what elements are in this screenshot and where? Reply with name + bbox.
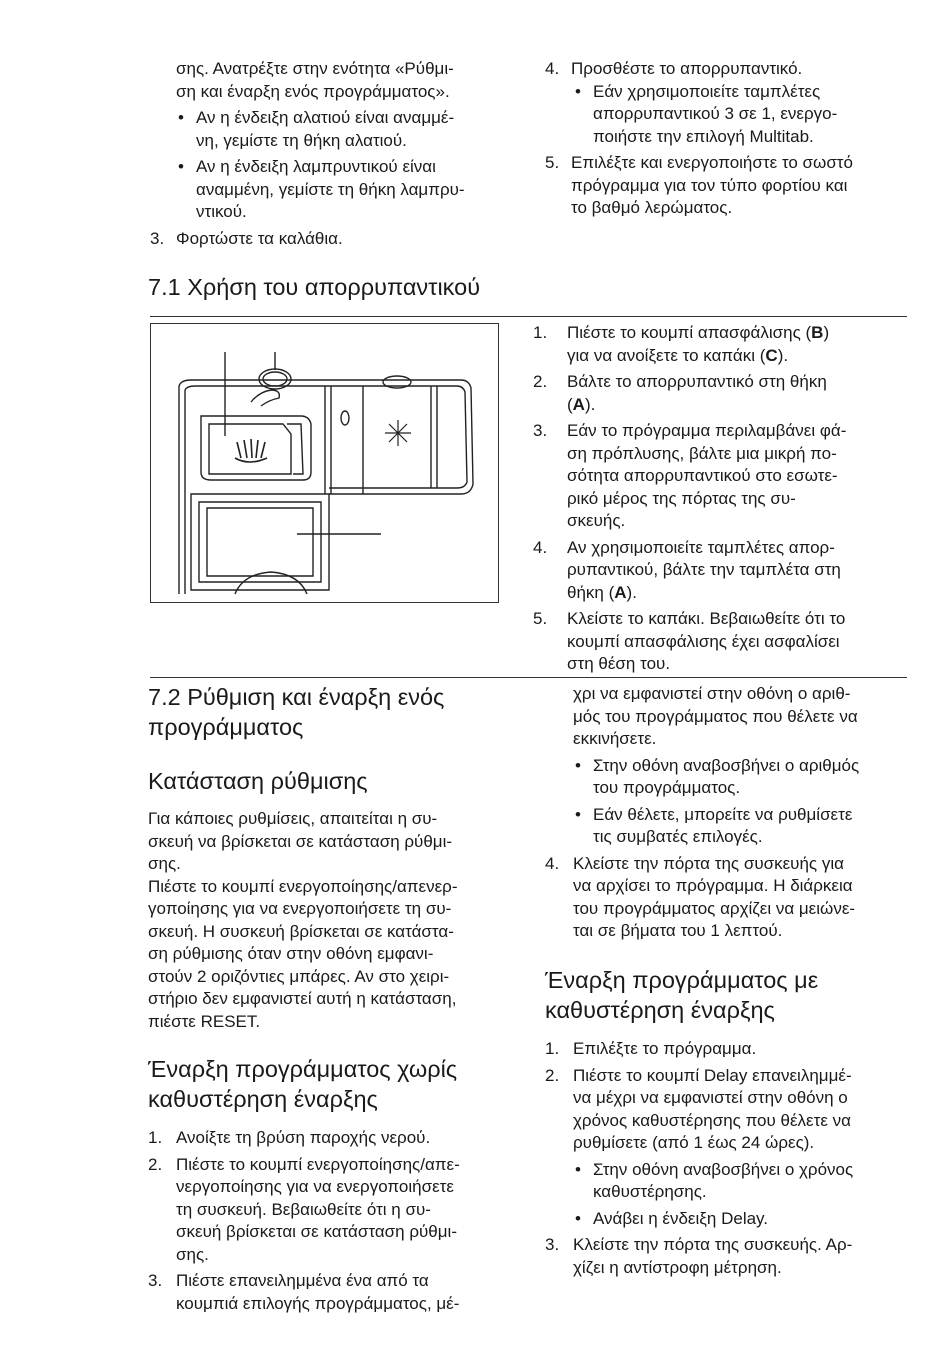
list-item: • Εάν χρησιμοποιείτε ταμπλέτες απορρυπαντικού 3 σε 1, ενεργο- ποιήστε την επιλογή Multitab. <box>575 81 838 146</box>
step-3: 3. Πιέστε επανειλημμένα ένα από τα κουμπιά επιλογής προγράμματος, μέ- <box>148 1271 460 1313</box>
intro-line-1: σης. Ανατρέξτε στην ενότητα «Ρύθμι- <box>176 59 454 78</box>
list-item: • Στην οθόνη αναβοσβήνει ο χρόνος καθυστέρησης. <box>575 1159 854 1201</box>
subheading-start-with-delay: Έναρξη προγράμματος με καθυστέρηση έναρξης <box>545 967 819 1023</box>
start-with-delay-steps <box>545 1038 915 1279</box>
step-4: 4. Αν χρησιμοποιείτε ταμπλέτες απορ- ρυπαντικού, βάλτε την ταμπλέτα στη θήκη (A). <box>533 537 841 602</box>
step-2: 2. Βάλτε το απορρυπαντικό στη θήκη (A). <box>533 372 827 414</box>
top-left-text <box>150 58 510 250</box>
step-3: 3. Κλείστε την πόρτα της συσκευής. Αρ- χίζει η αντίστροφη μέτρηση. <box>545 1235 853 1277</box>
list-item: • Στην οθόνη αναβοσβήνει ο αριθμός του προγράμματος. <box>575 755 860 797</box>
step-2: 2. Πιέστε το κουμπί ενεργοποίησης/απε- νεργοποίησης για να ενεργοποιήσετε τη συσκευή. Βεβαιωθείτε ότι η συ- σκευή βρίσκεται σε κατάσταση ρύθμι- σης. <box>148 1154 460 1264</box>
step-3: 3. Εάν το πρόγραμμα περιλαμβάνει φά- ση πρόπλυσης, βάλτε μια μικρή πο- σότητα απορρυπαντικού στο εσωτε- ρικό μέρος της πόρτας της συ- σκευής. <box>533 421 847 530</box>
start-no-delay-continued: χρι να εμφανιστεί στην οθόνη ο αριθ- μός του προγράμματος που θέλετε να εκκινήσετε. • Στην οθόνη αναβοσβήνει ο αριθμός του προγράμματος. • Εάν θέλετε, μπορείτε να ρυθμίσετε τις συμβατές επιλογές. 4. Κλείστε την πόρτα της συσκευής για να αρχίσει το πρόγραμμα. Η διάρκεια του προγράμματος αρχίζει να μειώνε- ται σε βήματα του 1 λεπτού. <box>545 683 915 943</box>
top-right-text <box>545 58 915 220</box>
start-no-delay-steps <box>148 1127 518 1315</box>
step-2: 2. Πιέστε το κουμπί Delay επανειλημμέ- να μέχρι να εμφανιστεί στην οθόνη ο χρόνος καθυστέρησης που θέλετε να ρυθμίσετε (από 1 έως 24 ώρες). <box>545 1065 852 1152</box>
dispenser-illustration <box>151 324 498 602</box>
setup-mode-text: Για κάποιες ρυθμίσεις, απαιτείται η συ- σκευή να βρίσκεται σε κατάσταση ρύθμι- σης. Πιέστε το κουμπί ενεργοποίησης/απενερ- γοποίησης για να ενεργοποιήσετε τη συ- σκευή. Η συσκευή βρίσκεται σε κατάστα- ση ρύθμισης όταν στην οθόνη εμφανι- στούν 2 οριζόντιες μπάρες. Αν στο χειρι- στήριο δεν εμφανιστεί αυτή η κατάσταση, πιέστε RESET. <box>148 809 458 1031</box>
section-divider <box>150 316 907 317</box>
subheading-setup-mode: Κατάσταση ρύθμισης <box>148 768 368 794</box>
list-item: • Αν η ένδειξη λαμπρυντικού είναι αναμμένη, γεμίστε τη θήκη λαμπρυ- ντικού. <box>178 157 465 221</box>
subheading-start-no-delay: Έναρξη προγράμματος χωρίς καθυστέρηση έναρξης <box>148 1056 458 1112</box>
intro-line-2: ση και έναρξη ενός προγράμματος». <box>176 81 450 101</box>
list-item: • Ανάβει η ένδειξη Delay. <box>575 1208 769 1228</box>
section-divider <box>150 677 907 678</box>
section-title: Χρήση του απορρυπαντικού <box>187 274 481 300</box>
section-7-1-steps <box>533 322 913 676</box>
step-4: 4. Κλείστε την πόρτα της συσκευής για να αρχίσει το πρόγραμμα. Η διάρκεια του προγράμματος αρχίζει να μειώνε- ται σε βήματα του 1 λεπτού. <box>545 853 856 940</box>
step-5: 5. Επιλέξτε και ενεργοποιήστε το σωστό πρόγραμμα για τον τύπο φορτίου και το βαθμό λερώματος. <box>545 153 853 217</box>
detergent-dispenser-figure <box>150 323 499 603</box>
reset-label: RESET <box>200 1011 256 1031</box>
section-7-1-heading <box>148 272 480 302</box>
section-7-2-heading: 7.2 Ρύθμιση και έναρξη ενός προγράμματος <box>148 684 445 740</box>
list-item: • Εάν θέλετε, μπορείτε να ρυθμίσετε τις συμβατές επιλογές. <box>575 804 853 846</box>
section-number: 7.2 <box>148 684 181 710</box>
delay-label: Delay <box>703 1065 748 1085</box>
step-3: 3. Φορτώστε τα καλάθια. <box>150 228 343 248</box>
section-number: 7.1 <box>148 274 181 300</box>
step-4: 4. Προσθέστε το απορρυπαντικό. <box>545 59 803 78</box>
step-5: 5. Κλείστε το καπάκι. Βεβαιωθείτε ότι το κουμπί απασφάλισης έχει ασφαλίσει στη θέση του. <box>533 609 846 673</box>
list-item: • Αν η ένδειξη αλατιού είναι αναμμέ- νη, γεμίστε τη θήκη αλατιού. <box>178 108 455 150</box>
step-1: 1. Ανοίξτε τη βρύση παροχής νερού. <box>148 1128 431 1147</box>
step-1: 1. Επιλέξτε το πρόγραμμα. <box>545 1039 757 1058</box>
step-1: 1. Πιέστε το κουμπί απασφάλισης (B) για να ανοίξετε το καπάκι (C). <box>533 323 830 365</box>
